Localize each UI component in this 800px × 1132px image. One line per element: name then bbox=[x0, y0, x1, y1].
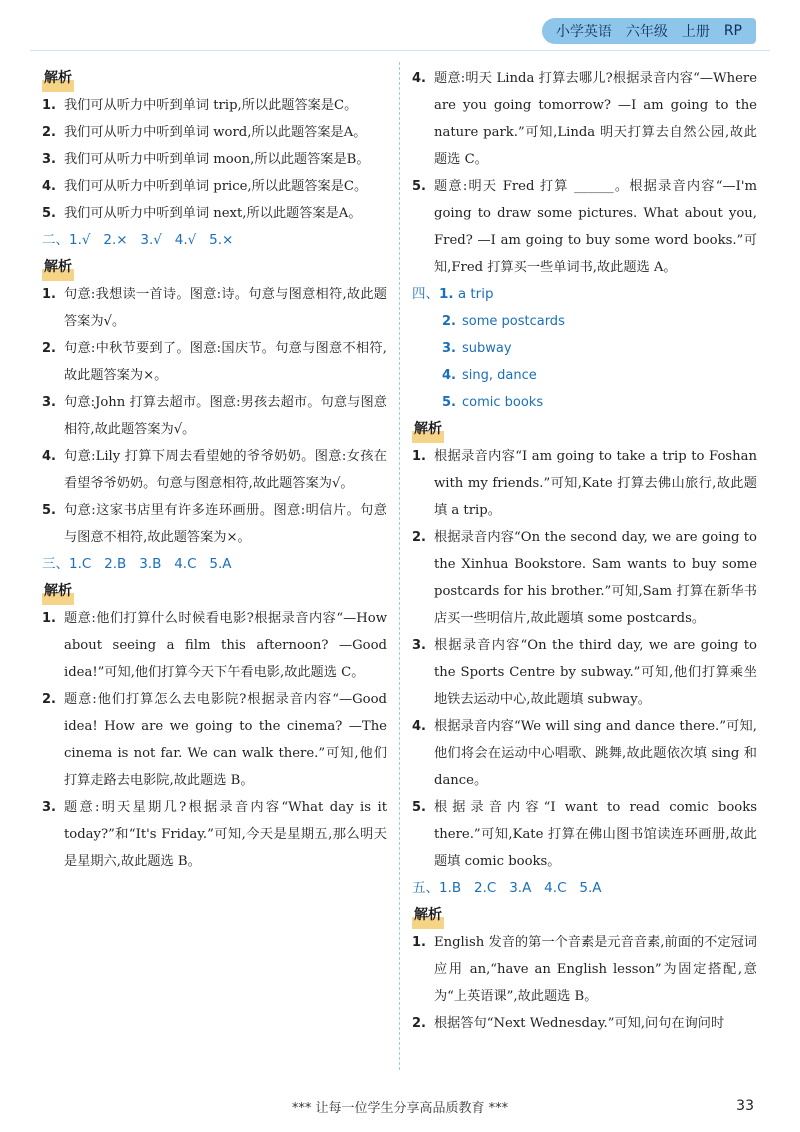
section-answers: 三、1.C 2.B 3.B 4.C 5.A bbox=[42, 556, 232, 572]
list-item: 2. 题意:他们打算怎么去电影院?根据录音内容“—Good idea! How are we going to the cinema? —The cinema is not far. We can walk there.”可知,他们打算走路去电影院,故此题选 B。 bbox=[42, 692, 387, 788]
list-item: 4. 题意:明天 Linda 打算去哪儿?根据录音内容“—Where are you going tomorrow? —I am going to the nature park.”可知,Linda 明天打算去自然公园,故此题选 C。 bbox=[412, 71, 757, 167]
list-item: 3. 句意:John 打算去超市。图意:男孩去超市。句意与图意相符,故此题答案为√。 bbox=[42, 395, 387, 437]
list-item: 4. 我们可从听力中听到单词 price,所以此题答案是C。 bbox=[42, 179, 368, 194]
answer-item: 5. comic books bbox=[442, 395, 544, 410]
header-rule bbox=[30, 50, 770, 51]
list-item: 2. 根据答句“Next Wednesday.”可知,问句在询问时 bbox=[412, 1016, 725, 1031]
list-item: 4. 句意:Lily 打算下周去看望她的爷爷奶奶。图意:女孩在看望爷爷奶奶。句意与图意相符,故此题答案为√。 bbox=[42, 449, 387, 491]
list-item: 1. 我们可从听力中听到单词 trip,所以此题答案是C。 bbox=[42, 98, 358, 113]
answer-item: 4. sing, dance bbox=[442, 368, 537, 383]
answer-item: 2. some postcards bbox=[442, 314, 565, 329]
list-item: 1. 根据录音内容“I am going to take a trip to Foshan with my friends.”可知,Kate 打算去佛山旅行,故此题填 a trip。 bbox=[412, 449, 757, 518]
header-badge bbox=[542, 18, 756, 44]
header-subject: 小学英语 bbox=[555, 24, 612, 40]
list-item: 3. 根据录音内容“On the third day, we are going to the Sports Centre by subway.”可知,他们打算乘坐地铁去运动中心,故此题填 subway。 bbox=[412, 638, 757, 707]
list-item: 1. English 发音的第一个音素是元音音素,前面的不定冠词应用 an,“have an English lesson”为固定搭配,意为“上英语课”,故此题选 B。 bbox=[412, 935, 757, 1004]
list-item: 5. 根据录音内容“I want to read comic books there.”可知,Kate 打算在佛山图书馆读连环画册,故此题填 comic books。 bbox=[412, 800, 757, 869]
analysis-heading: 解析 bbox=[412, 902, 444, 929]
left-column bbox=[42, 65, 387, 1072]
column-divider bbox=[399, 62, 400, 1070]
list-item: 5. 句意:这家书店里有许多连环画册。图意:明信片。句意与图意不相符,故此题答案为×。 bbox=[42, 503, 387, 545]
answer-list bbox=[412, 308, 757, 416]
list-item: 5. 我们可从听力中听到单词 next,所以此题答案是A。 bbox=[42, 206, 362, 221]
list-item: 1. 句意:我想读一首诗。图意:诗。句意与图意相符,故此题答案为√。 bbox=[42, 287, 387, 329]
section-answers: 二、1.√ 2.× 3.√ 4.√ 5.× bbox=[42, 232, 234, 248]
page-number: 33 bbox=[736, 1098, 754, 1114]
right-column bbox=[412, 65, 757, 1072]
list-item: 4. 根据录音内容“We will sing and dance there.”可知,他们将会在运动中心唱歌、跳舞,故此题依次填 sing 和 dance。 bbox=[412, 719, 757, 788]
section-answers: 五、1.B 2.C 3.A 4.C 5.A bbox=[412, 880, 602, 896]
analysis-heading: 解析 bbox=[412, 416, 444, 443]
section-answers: 四、1. a trip bbox=[412, 286, 494, 302]
list-item: 3. 我们可从听力中听到单词 moon,所以此题答案是B。 bbox=[42, 152, 370, 167]
list-item: 2. 句意:中秋节要到了。图意:国庆节。句意与图意不相符,故此题答案为×。 bbox=[42, 341, 387, 383]
list-item: 2. 我们可从听力中听到单词 word,所以此题答案是A。 bbox=[42, 125, 367, 140]
analysis-heading: 解析 bbox=[42, 65, 74, 92]
list-item: 1. 题意:他们打算什么时候看电影?根据录音内容“—How about seeing a film this afternoon? —Good idea!”可知,他们打算今天下午看电影,故此题选 C。 bbox=[42, 611, 387, 680]
footer-slogan: *** 让每一位学生分享高品质教育 *** bbox=[291, 1101, 509, 1116]
answer-item: 3. subway bbox=[442, 341, 512, 356]
list-item: 3. 题意:明天星期几?根据录音内容“What day is it today?”和“It's Friday.”可知,今天是星期五,那么明天是星期六,故此题选 B。 bbox=[42, 800, 387, 869]
analysis-heading: 解析 bbox=[42, 254, 74, 281]
header-edition: RP bbox=[723, 23, 742, 39]
list-item: 5. 题意:明天 Fred 打算 ______。根据录音内容“—I'm going to draw some pictures. What about you, Fred? —I am going to buy some word books.”可知,Fred 打算买一些单词书,故此题选 A。 bbox=[412, 179, 757, 275]
header-grade: 六年级 bbox=[625, 24, 668, 40]
list-item: 2. 根据录音内容“On the second day, we are going to the Xinhua Bookstore. Sam wants to buy some postcards for his brother.”可知,Sam 打算在新华书店买一些明信片,故此题填 some postcards。 bbox=[412, 530, 757, 626]
analysis-heading: 解析 bbox=[42, 578, 74, 605]
header-term: 上册 bbox=[681, 24, 710, 40]
